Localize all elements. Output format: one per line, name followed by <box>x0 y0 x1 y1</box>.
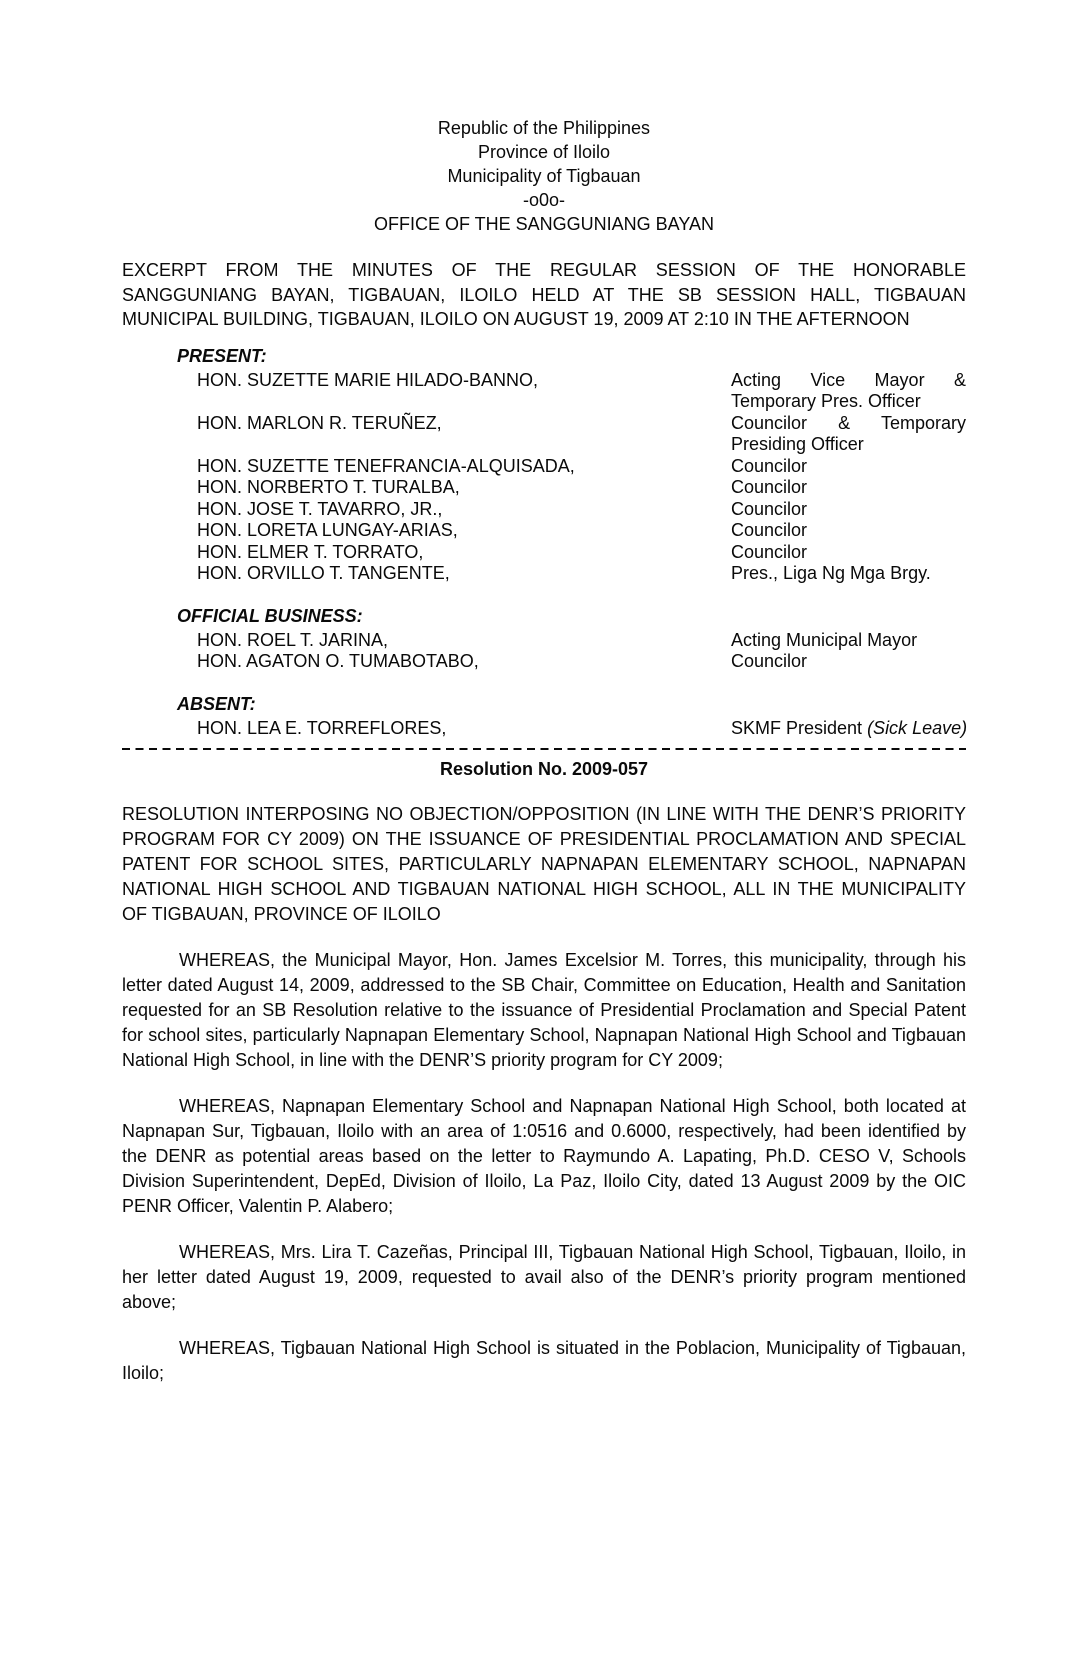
whereas-paragraph-1: WHEREAS, the Municipal Mayor, Hon. James Excelsior M. Torres, this municipality, through his letter dated August 14, 2009, addressed to the SB Chair, Committee on Education, Health and Sanitation requested for an SB Resolution relative to the issuance of Presidential Proclamation and Special Patent for school sites, particularly Napnapan Elementary School, Napnapan National High School and Tigbauan National High School, in line with the DENR’S priority program for CY 2009; <box>122 950 966 1070</box>
member-name: HON. SUZETTE TENEFRANCIA-ALQUISADA, <box>197 455 575 476</box>
member-name: HON. ELMER T. TORRATO, <box>197 541 424 562</box>
dashed-separator <box>122 748 966 750</box>
member-row <box>122 630 966 652</box>
member-row <box>122 542 966 564</box>
whereas-paragraph-2: WHEREAS, Napnapan Elementary School and Napnapan National High School, both located at Napnapan Sur, Tigbauan, Iloilo with an area of 1:0516 and 0.6000, respectively, had been identified by the DENR as potential areas based on the letter to Raymundo A. Lapating, Ph.D. CESO V, Schools Division Superintendent, DepEd, Division of Iloilo, La Paz, Iloilo City, dated 13 August 2009 by the OIC PENR Officer, Valentin P. Alabero; <box>122 1096 966 1216</box>
member-row <box>122 477 966 499</box>
present-section <box>122 345 966 585</box>
member-name: HON. JOSE T. TAVARRO, JR., <box>197 498 443 519</box>
member-position <box>731 718 966 740</box>
absent-heading: ABSENT: <box>177 693 256 714</box>
member-row <box>122 651 966 673</box>
member-position: Acting Municipal Mayor <box>731 629 918 650</box>
member-row <box>122 563 966 585</box>
whereas-paragraph-3: WHEREAS, Mrs. Lira T. Cazeñas, Principal III, Tigbauan National High School, Tigbauan, Iloilo, in her letter dated August 19, 2009, requested to avail also of the DENR’s priority program mentioned above; <box>122 1242 966 1312</box>
present-heading: PRESENT: <box>177 345 267 366</box>
member-row <box>122 456 966 478</box>
header-republic: Republic of the Philippines <box>437 118 651 138</box>
member-row <box>122 413 966 456</box>
official-business-section <box>122 605 966 673</box>
member-row <box>122 520 966 542</box>
member-position: Councilor <box>731 477 808 497</box>
member-name: HON. LEA E. TORREFLORES, <box>197 717 447 738</box>
member-row <box>122 499 966 521</box>
whereas-paragraph-4: WHEREAS, Tigbauan National High School is situated in the Poblacion, Municipality of Tigbauan, Iloilo; <box>122 1338 966 1383</box>
member-position: Councilor <box>731 520 808 540</box>
member-name: HON. LORETA LUNGAY-ARIAS, <box>197 520 458 540</box>
absent-section <box>122 693 966 740</box>
header-province: Province of Iloilo <box>477 142 611 162</box>
member-position: Councilor <box>731 651 808 671</box>
member-position: Acting Vice Mayor & Temporary Pres. Officer <box>731 369 966 411</box>
document-header <box>122 116 966 236</box>
resolution-number: Resolution No. 2009-057 <box>439 759 649 779</box>
header-municipality: Municipality of Tigbauan <box>447 166 641 186</box>
member-row <box>122 370 966 413</box>
member-name: HON. ROEL T. JARINA, <box>197 629 389 650</box>
excerpt-paragraph: EXCERPT FROM THE MINUTES OF THE REGULAR SESSION OF THE HONORABLE SANGGUNIANG BAYAN, TIGBAUAN, ILOILO HELD AT THE SB SESSION HALL, TIGBAUAN MUNICIPAL BUILDING, TIGBAUAN, ILOILO ON AUGUST 19, 2009 AT 2:10 IN THE AFTERNOON <box>122 260 966 329</box>
member-name: HON. NORBERTO T. TURALBA, <box>197 477 460 497</box>
member-position: Councilor <box>731 498 808 519</box>
member-name: HON. ORVILLO T. TANGENTE, <box>197 563 450 583</box>
member-position: Councilor <box>731 541 808 562</box>
member-position: Councilor <box>731 455 808 476</box>
member-name: HON. MARLON R. TERUÑEZ, <box>197 412 442 433</box>
member-position-note: (Sick Leave) <box>867 717 968 738</box>
header-ornament: -o0o- <box>522 190 566 210</box>
member-name: HON. AGATON O. TUMABOTABO, <box>197 651 479 671</box>
member-position: Pres., Liga Ng Mga Brgy. <box>731 563 931 583</box>
member-name: HON. SUZETTE MARIE HILADO-BANNO, <box>197 369 539 390</box>
member-row <box>122 718 966 740</box>
resolution-title-paragraph: RESOLUTION INTERPOSING NO OBJECTION/OPPOSITION (IN LINE WITH THE DENR’S PRIORITY PROGRAM FOR CY 2009) ON THE ISSUANCE OF PRESIDENTIAL PROCLAMATION AND SPECIAL PATENT FOR SCHOOL SITES, PARTICULARLY NAPNAPAN ELEMENTARY SCHOOL, NAPNAPAN NATIONAL HIGH SCHOOL AND TIGBAUAN NATIONAL HIGH SCHOOL, ALL IN THE MUNICIPALITY OF TIGBAUAN, PROVINCE OF ILOILO <box>122 804 966 924</box>
member-position-title: SKMF President <box>731 717 863 738</box>
header-office-title: OFFICE OF THE SANGGUNIANG BAYAN <box>373 214 715 234</box>
official-business-heading: OFFICIAL BUSINESS: <box>177 605 363 626</box>
member-position: Councilor & Temporary Presiding Officer <box>731 412 966 454</box>
